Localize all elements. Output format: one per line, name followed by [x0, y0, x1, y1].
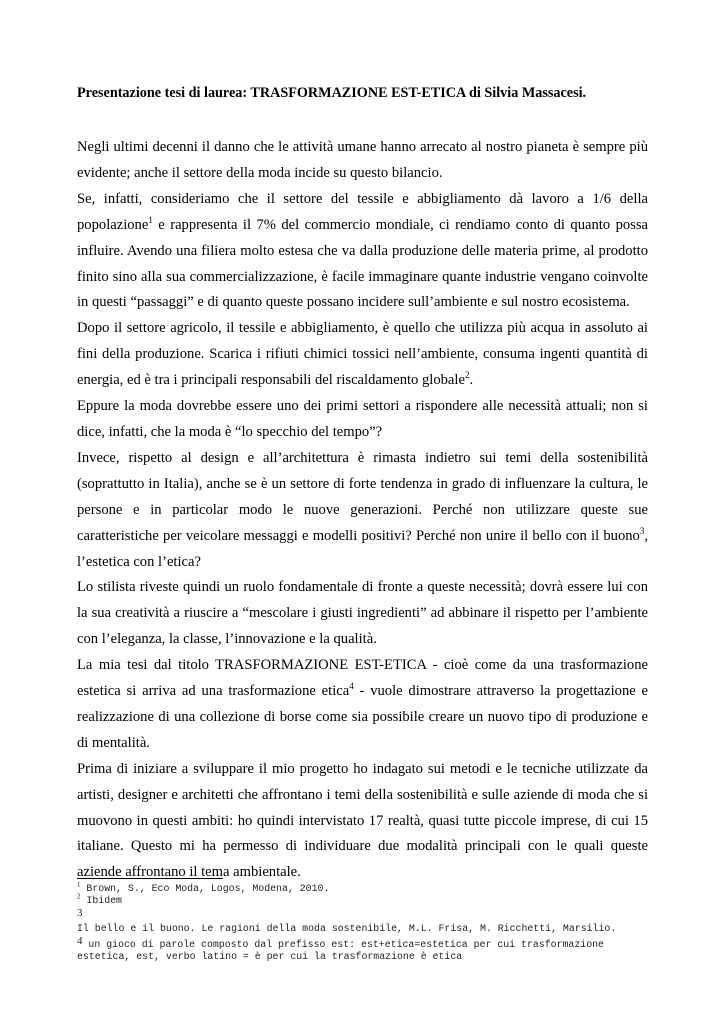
paragraph-3 [77, 316, 648, 394]
footnote-3 [77, 907, 657, 935]
paragraph-5-text-a: Invece, rispetto al design e all’architettura è rimasta indietro sui temi della sostenibilità (soprattutto in Italia), anche se è un settore di forte tendenza in grado di influenzare la cultura, le persone e in particolar modo le nuove generazioni. Perché non utilizzare queste sue caratteristiche per veicolare messaggi e modelli positivi? Perché non unire il bello con il buono [77, 449, 648, 544]
footnote-number: 2 [77, 892, 81, 901]
paragraph-2 [77, 187, 648, 317]
footnotes [77, 880, 657, 963]
paragraph-7-text-b: - vuole dimostrare attraverso la progettazione e realizzazione di una collezione di borse come sia possibile creare un nuovo tipo di produzione e di mentalità. [77, 683, 648, 751]
paragraph-8: Prima di iniziare a sviluppare il mio progetto ho indagato sui metodi e le tecniche utilizzate da artisti, designer e architetti che affrontano i temi della sostenibilità e sulle aziende di moda che si muovono in questi ambiti: ho quindi intervistato 17 realtà, quasi tutte piccole imprese, di cui 15 italiane. Questo mi ha permesso di individuare due modalità principali con le quali queste aziende affrontano il tema ambientale. [77, 760, 648, 881]
paragraph-7 [77, 653, 648, 757]
footnote-separator [77, 878, 223, 879]
paragraph-6: Lo stilista riveste quindi un ruolo fondamentale di fronte a queste necessità; dovrà essere lui con la sua creatività a riuscire a “mescolare i giusti ingredienti” ad abbinare il rispetto per l’ambiente con l’eleganza, la classe, l’innovazione e la qualità. [77, 579, 648, 648]
footnote-text: Ibidem [80, 895, 122, 906]
footnote-4 [77, 935, 657, 963]
footnote-ref-2[interactable]: 2 [464, 370, 470, 381]
footnote-text: Brown, S., Eco Moda, Logos, Modena, 2010. [80, 883, 330, 894]
footnote-1 [77, 880, 657, 895]
footnote-text: un gioco di parole composto dal prefisso est: est+etica=estetica per cui trasformazione estetica, est, verbo latino = è per cui la trasformazione è etica [77, 939, 604, 962]
paragraph-2-text-b: e rappresenta il 7% del commercio mondiale, ci rendiamo conto di quanto possa influire. Avendo una filiera molto estesa che va dalla produzione delle materia prime, al prodotto finito sino alla sua commercializzazione, è facile immaginare quante industrie vengano coinvolte in questi “passaggi” e di quanto queste possano incidere sull’ambiente e sul nostro ecosistema. [77, 216, 648, 311]
document-body [77, 135, 648, 886]
paragraph-3-text-b: . [469, 372, 474, 389]
footnote-ref-4[interactable]: 4 [349, 681, 354, 692]
paragraph-7-text-a: La mia tesi dal titolo TRASFORMAZIONE EST-ETICA - cioè come da una trasformazione estetica si arriva ad una trasformazione etica [77, 657, 648, 700]
paragraph-1: Negli ultimi decenni il danno che le attività umane hanno arrecato al nostro pianeta è sempre più evidente; anche il settore della moda incide su questo bilancio. [77, 139, 648, 181]
paragraph-3-text-a: Dopo il settore agricolo, il tessile e abbigliamento, è quello che utilizza più acqua in assoluto ai fini della produzione. Scarica i rifiuti chimici tossici nell’ambiente, consuma ingenti quantità di energia, ed è tra i principali responsabili del riscaldamento globale [77, 320, 648, 389]
footnote-number: 4 [77, 935, 83, 947]
footnote-ref-3[interactable]: 3 [639, 525, 645, 536]
paragraph-5 [77, 446, 648, 576]
footnote-2 [77, 892, 657, 907]
footnote-number: 3 [77, 907, 83, 919]
footnote-number: 1 [77, 880, 81, 889]
paragraph-4: Eppure la moda dovrebbe essere uno dei primi settori a rispondere alle necessità attuali; non si dice, infatti, che la moda è “lo specchio del tempo”? [77, 398, 648, 440]
footnote-ref-1[interactable]: 1 [148, 214, 153, 225]
paragraph-5-text-b: , l’estetica con l’etica? [77, 527, 648, 570]
paragraph-2-text-a: Se, infatti, consideriamo che il settore del tessile e abbigliamento dà lavoro a 1/6 della popolazione [77, 190, 648, 233]
footnote-text: Il bello e il buono. Le ragioni della moda sostenibile, M.L. Frisa, M. Ricchetti, Marsilio. [77, 923, 617, 934]
page-title: Presentazione tesi di laurea: TRASFORMAZIONE EST-ETICA di Silvia Massacesi. [77, 85, 587, 101]
